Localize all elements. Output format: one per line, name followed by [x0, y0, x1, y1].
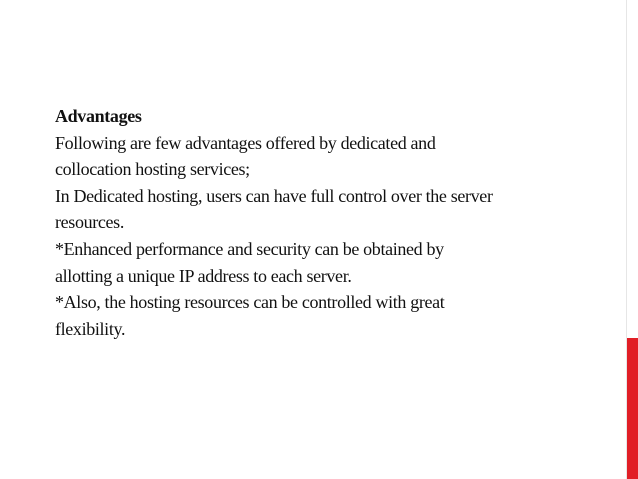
body-line: resources. — [55, 212, 124, 233]
body-line: *Also, the hosting resources can be controlled with great — [55, 292, 445, 313]
slide-heading: Advantages — [55, 106, 142, 126]
body-line: *Enhanced performance and security can be obtained by — [55, 238, 444, 259]
accent-bar — [627, 338, 638, 479]
slide-content — [55, 103, 600, 342]
body-line: Following are few advantages offered by dedicated and — [55, 132, 436, 153]
body-line: allotting a unique IP address to each server. — [55, 265, 352, 286]
body-line: In Dedicated hosting, users can have full control over the server — [55, 185, 493, 206]
body-line: flexibility. — [55, 318, 126, 339]
body-line: collocation hosting services; — [55, 159, 250, 180]
